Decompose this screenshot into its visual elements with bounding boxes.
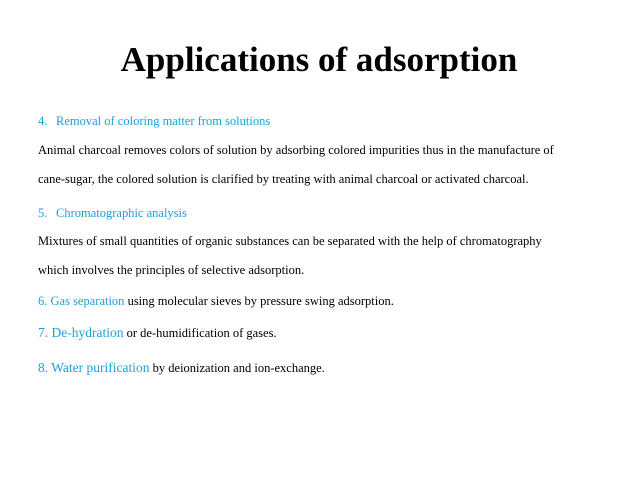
section-7-highlight: 7. De-hydration bbox=[38, 325, 124, 340]
section-4-title: Removal of coloring matter from solutions bbox=[56, 114, 271, 128]
section-7-line bbox=[38, 325, 277, 341]
section-4-line-2: cane-sugar, the colored solution is clarified by treating with animal charcoal or activated charcoal. bbox=[38, 172, 529, 186]
section-6-line bbox=[38, 293, 394, 309]
section-6-text: using molecular sieves by pressure swing adsorption. bbox=[124, 294, 394, 308]
section-5-line-2: which involves the principles of selective adsorption. bbox=[38, 263, 305, 277]
section-5-number: 5. bbox=[38, 206, 48, 220]
section-5-title: Chromatographic analysis bbox=[56, 206, 187, 220]
section-4-line-1: Animal charcoal removes colors of solution by adsorbing colored impurities thus in the manufacture of bbox=[38, 143, 554, 157]
section-6-highlight: 6. Gas separation bbox=[38, 294, 125, 308]
section-5-heading bbox=[38, 205, 187, 221]
section-8-line bbox=[38, 360, 325, 376]
section-8-text: by deionization and ion-exchange. bbox=[149, 361, 325, 375]
section-4-heading bbox=[38, 113, 270, 129]
section-7-text: or de-humidification of gases. bbox=[123, 326, 277, 340]
section-4-number: 4. bbox=[38, 114, 48, 128]
slide-title: Applications of adsorption bbox=[120, 40, 518, 79]
section-5-line-1: Mixtures of small quantities of organic substances can be separated with the help of chromatography bbox=[38, 234, 542, 248]
section-8-highlight: 8. Water purification bbox=[38, 360, 150, 375]
